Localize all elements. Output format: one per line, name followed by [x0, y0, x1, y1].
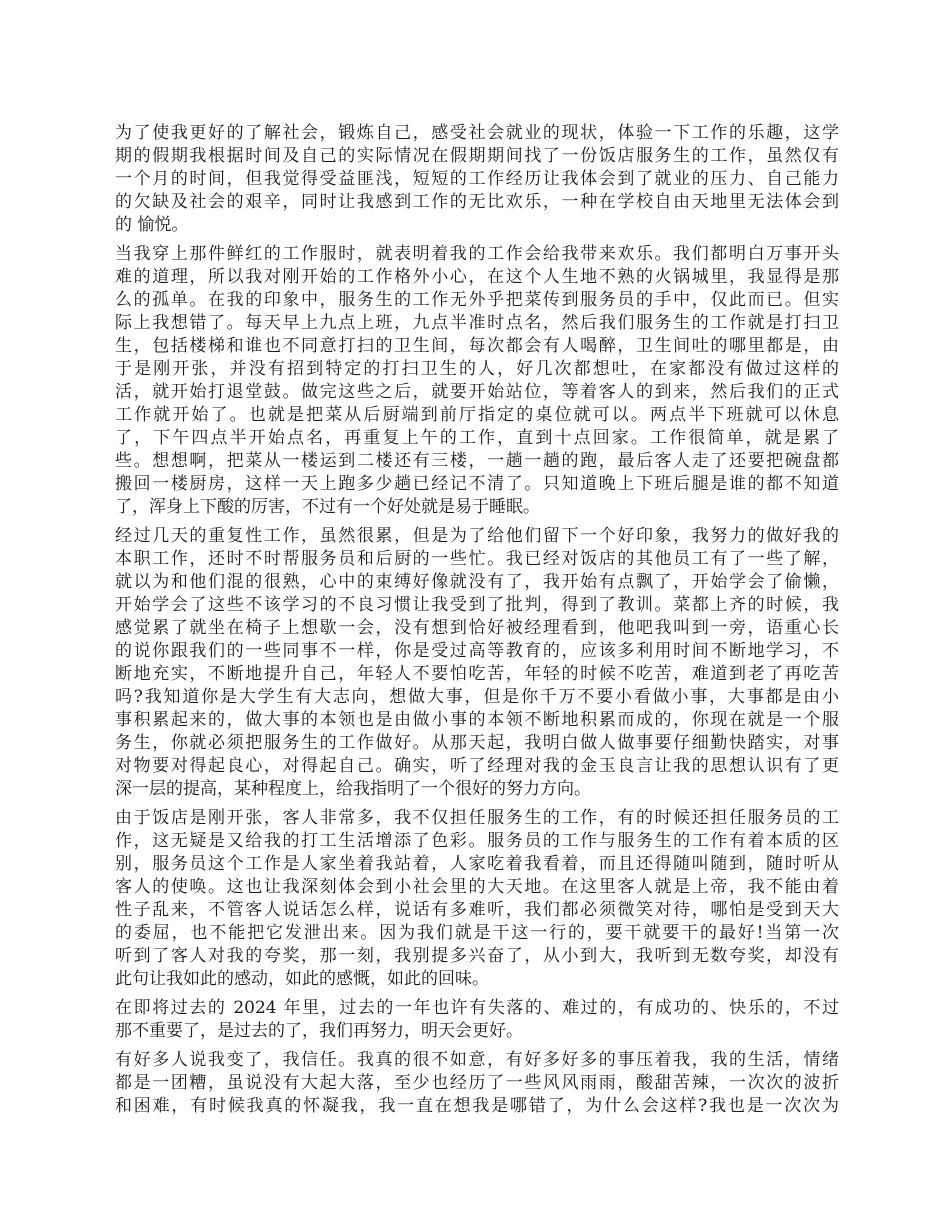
- text-line: 活，就开始打退堂鼓。做完这些之后，就要开始站位，等着客人的到来，然后我们的正式: [115, 382, 839, 402]
- text-line: 断地充实，不断地提升自己，年轻人不要怕吃苦，年轻的时候不吃苦，难道到老了再吃苦: [115, 664, 839, 684]
- text-line: 的说你跟我们的一些同事不一样，你是受过高等教育的，应该多利用时间不断地学习，不: [115, 641, 839, 661]
- text-line: 工作就开始了。也就是把菜从后厨端到前厅指定的桌位就可以。两点半下班就可以休息: [115, 405, 839, 425]
- text-line: 搬回一楼厨房，这样一天上跑多少趟已经记不清了。只知道晚上下班后腿是谁的都不知道: [115, 474, 839, 494]
- text-line: 感觉累了就坐在椅子上想歇一会，没有想到恰好被经理看到，他吧我叫到一旁，语重心长: [115, 618, 839, 638]
- paragraph: [115, 997, 839, 1043]
- paragraph: [115, 807, 839, 991]
- text-line: 难的道理，所以我对刚开始的工作格外小心，在这个人生地不熟的火锅城里，我显得是那: [115, 267, 839, 287]
- text-line: 么的孤单。在我的印象中，服务生的工作无外乎把菜传到服务员的手中，仅此而已。但实: [115, 290, 839, 310]
- text-line: 客人的使唤。这也让我深刻体会到小社会里的大天地。在这里客人就是上帝，我不能由着: [115, 877, 839, 897]
- text-line: 一个月的时间，但我觉得受益匪浅，短短的工作经历让我体会到了就业的压力、自己能力: [115, 169, 839, 189]
- paragraph: [115, 122, 839, 237]
- text-line: 当我穿上那件鲜红的工作服时，就表明着我的工作会给我带来欢乐。我们都明白万事开头: [115, 244, 839, 264]
- text-line: 听到了客人对我的夸奖，那一刻，我别提多兴奋了，从小到大，我听到无数夸奖，却没有: [115, 946, 839, 966]
- text-line: 开始学会了这些不该学习的不良习惯让我受到了批判，得到了教训。菜都上齐的时候，我: [115, 595, 839, 615]
- text-line: 些。想想啊，把菜从一楼运到二楼还有三楼，一趟一趟的跑，最后客人走了还要把碗盘都: [115, 451, 839, 471]
- paragraph: [115, 243, 839, 519]
- text-line: 的 愉悦。: [115, 215, 189, 235]
- text-line: 为了使我更好的了解社会，锻炼自己，感受社会就业的现状，体验一下工作的乐趣，这学: [115, 123, 839, 143]
- text-line: 别，服务员这个工作是人家坐着我站着，人家吃着我看着，而且还得随叫随到，随时听从: [115, 854, 839, 874]
- text-line: 于是刚开张，并没有招到特定的打扫卫生的人，好几次都想吐，在家都没有做过这样的: [115, 359, 839, 379]
- text-line: 由于饭店是刚开张，客人非常多，我不仅担任服务生的工作，有的时候还担任服务员的工: [115, 808, 839, 828]
- text-line: 在即将过去的 2024 年里，过去的一年也许有失落的、难过的，有成功的、快乐的，不过: [115, 998, 839, 1018]
- text-line: 了，下午四点半开始点名，再重复上午的工作，直到十点回家。工作很简单，就是累了: [115, 428, 839, 448]
- text-line: 务生，你就必须把服务生的工作做好。从那天起，我明白做人做事要仔细勤快踏实，对事: [115, 733, 839, 753]
- text-line: 此句让我如此的感动，如此的感慨，如此的回味。: [115, 969, 489, 989]
- text-line: 都是一团糟，虽说没有大起大落，至少也经历了一些风风雨雨，酸甜苦辣，一次次的波折: [115, 1073, 839, 1093]
- text-line: 和困难，有时候我真的怀凝我，我一直在想我是哪错了，为什么会这样?我也是一次次为: [115, 1096, 839, 1116]
- text-line: 的委屈，也不能把它发泄出来。因为我们就是干这一行的，要干就要干的最好!当第一次: [115, 923, 839, 943]
- body-text: [115, 122, 839, 1124]
- paragraph: [115, 1049, 839, 1118]
- text-line: 有好多人说我变了，我信任。我真的很不如意，有好多好多的事压着我，我的生活，情绪: [115, 1050, 839, 1070]
- text-line: 事积累起来的，做大事的本领也是由做小事的本领不断地积累而成的，你现在就是一个服: [115, 710, 839, 730]
- text-line: 吗?我知道你是大学生有大志向，想做大事，但是你千万不要小看做小事，大事都是由小: [115, 687, 839, 707]
- text-line: 了，浑身上下酸的厉害，不过有一个好处就是易于睡眠。: [115, 497, 540, 517]
- paragraph: [115, 525, 839, 801]
- text-line: 际上我想错了。每天早上九点上班，九点半准时点名，然后我们服务生的工作就是打扫卫: [115, 313, 839, 333]
- text-line: 经过几天的重复性工作，虽然很累，但是为了给他们留下一个好印象，我努力的做好我的: [115, 526, 839, 546]
- text-line: 本职工作，还时不时帮服务员和后厨的一些忙。我已经对饭店的其他员工有了一些了解，: [115, 549, 839, 569]
- text-line: 作，这无疑是又给我的打工生活增添了色彩。服务员的工作与服务生的工作有着本质的区: [115, 831, 839, 851]
- text-line: 深一层的提高，某种程度上，给我指明了一个很好的努力方向。: [115, 779, 591, 799]
- text-line: 性子乱来，不管客人说话怎么样，说话有多难听，我们都必须微笑对待，哪怕是受到天大: [115, 900, 839, 920]
- text-line: 的欠缺及社会的艰辛，同时让我感到工作的无比欢乐，一种在学校自由天地里无法体会到: [115, 192, 839, 212]
- text-line: 那不重要了，是过去的了，我们再努力，明天会更好。: [115, 1021, 523, 1041]
- text-line: 就以为和他们混的很熟，心中的束缚好像就没有了，我开始有点飘了，开始学会了偷懒，: [115, 572, 839, 592]
- text-line: 对物要对得起良心，对得起自己。确实，听了经理对我的金玉良言让我的思想认识有了更: [115, 756, 839, 776]
- text-line: 生，包括楼梯和谁也不同意打扫的卫生间，每次都会有人喝醉，卫生间吐的哪里都是，由: [115, 336, 839, 356]
- text-line: 期的假期我根据时间及自己的实际情况在假期期间找了一份饭店服务生的工作，虽然仅有: [115, 146, 839, 166]
